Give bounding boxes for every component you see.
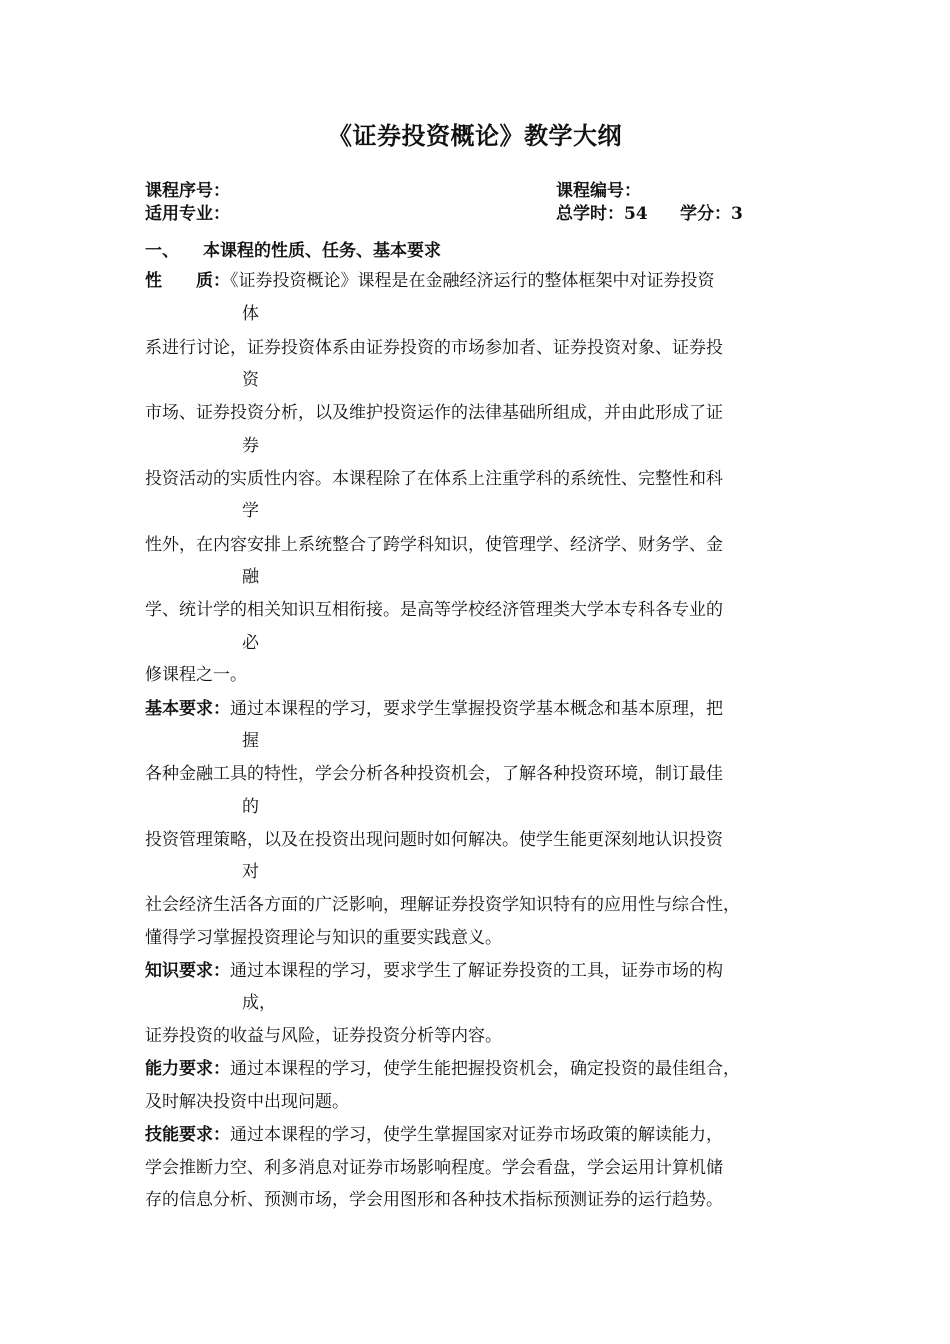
basic-wrap-3: 对 <box>242 862 259 882</box>
nature-line-2: 系进行讨论，证券投资体系由证券投资的市场参加者、证券投资对象、证券投 <box>145 338 723 358</box>
knowledge-label: 知识要求： <box>145 961 230 981</box>
major-label: 适用专业： <box>145 204 230 224</box>
nature-wrap-3: 券 <box>242 436 259 456</box>
nature-wrap-4: 学 <box>242 501 259 521</box>
nature-wrap-5: 融 <box>242 567 259 587</box>
section-title: 本课程的性质、任务、基本要求 <box>203 241 441 261</box>
skill-label: 技能要求： <box>145 1125 230 1145</box>
document-title: 《证券投资概论》教学大纲 <box>328 121 622 150</box>
credits: 学分：3 <box>680 204 743 224</box>
course-seq-label: 课程序号： <box>145 181 230 201</box>
nature-line-7: 修课程之一。 <box>145 665 247 685</box>
total-hours: 总学时：54 <box>556 204 648 224</box>
knowledge-wrap-1: 成， <box>242 993 276 1013</box>
basic-wrap-1: 握 <box>242 731 259 751</box>
basic-line-4: 社会经济生活各方面的广泛影响，理解证券投资学知识特有的应用性与综合性， <box>145 895 740 915</box>
ability-line-1: 能力要求：通过本课程的学习，使学生能把握投资机会，确定投资的最佳组合， <box>145 1059 740 1079</box>
basic-label: 基本要求： <box>145 699 230 719</box>
nature-line-6: 学、统计学的相关知识互相衔接。是高等学校经济管理类大学本专科各专业的 <box>145 600 723 620</box>
nature-wrap-2: 资 <box>242 370 259 390</box>
skill-line-2: 学会推断力空、利多消息对证券市场影响程度。学会看盘，学会运用计算机储 <box>145 1158 723 1178</box>
basic-line-3: 投资管理策略，以及在投资出现问题时如何解决。使学生能更深刻地认识投资 <box>145 830 723 850</box>
section-heading <box>145 236 441 261</box>
nature-line-5: 性外，在内容安排上系统整合了跨学科知识，使管理学、经济学、财务学、金 <box>145 535 723 555</box>
nature-wrap-1: 体 <box>242 304 259 324</box>
ability-label: 能力要求： <box>145 1059 230 1079</box>
basic-wrap-2: 的 <box>242 797 259 817</box>
nature-line-3: 市场、证券投资分析，以及维护投资运作的法律基础所组成，并由此形成了证 <box>145 403 723 423</box>
knowledge-line-1: 知识要求：通过本课程的学习，要求学生了解证券投资的工具，证券市场的构 <box>145 961 723 981</box>
ability-line-2: 及时解决投资中出现问题。 <box>145 1092 349 1112</box>
nature-label: 性 质： <box>145 271 230 291</box>
skill-line-1: 技能要求：通过本课程的学习，使学生掌握国家对证券市场政策的解读能力， <box>145 1125 723 1145</box>
basic-line-2: 各种金融工具的特性，学会分析各种投资机会，了解各种投资环境，制订最佳 <box>145 764 723 784</box>
nature-line-4: 投资活动的实质性内容。本课程除了在体系上注重学科的系统性、完整性和科 <box>145 469 723 489</box>
skill-line-3: 存的信息分析、预测市场，学会用图形和各种技术指标预测证券的运行趋势。 <box>145 1190 723 1210</box>
nature-line-1: 性 质：《证券投资概论》课程是在金融经济运行的整体框架中对证券投资 <box>145 271 715 291</box>
basic-line-5: 懂得学习掌握投资理论与知识的重要实践意义。 <box>145 928 502 948</box>
section-number: 一、 <box>145 241 179 261</box>
course-code-label: 课程编号： <box>556 181 641 201</box>
nature-wrap-6: 必 <box>242 633 259 653</box>
basic-line-1: 基本要求：通过本课程的学习，要求学生掌握投资学基本概念和基本原理，把 <box>145 699 723 719</box>
knowledge-line-2: 证券投资的收益与风险，证券投资分析等内容。 <box>145 1026 502 1046</box>
